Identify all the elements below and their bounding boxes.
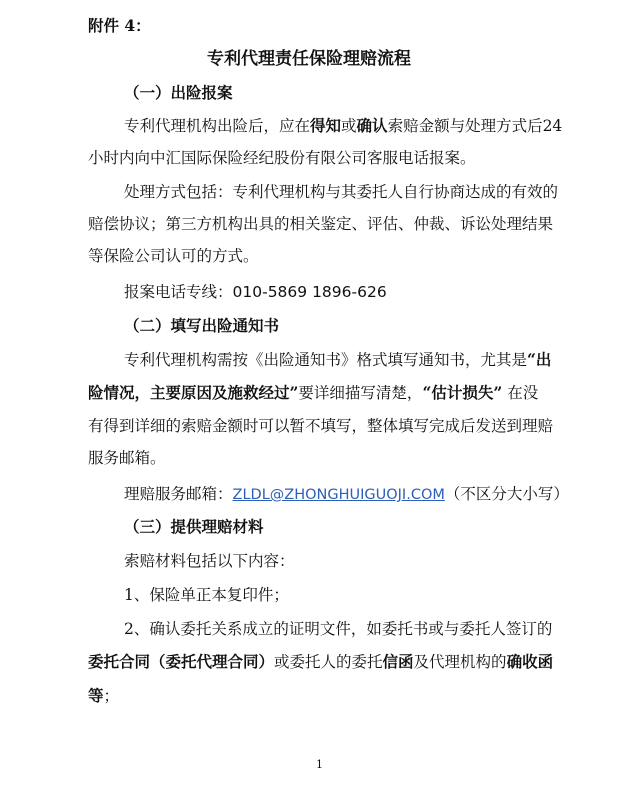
section-3-intro: 索赔材料包括以下内容： bbox=[124, 552, 295, 570]
phone-line bbox=[124, 280, 387, 304]
section-3-item-2-line-1: 2、确认委托关系成立的证明文件，如委托书或与委托人签订的 bbox=[124, 620, 553, 638]
section-3-item-2-line-3: 等； bbox=[88, 686, 120, 705]
page-number: 1 bbox=[316, 758, 323, 771]
phone-label: 报案电话专线： bbox=[124, 283, 233, 301]
section-1-heading: （一）出险报案 bbox=[124, 83, 233, 102]
section-2-para-1-line-2: 险情况，主要原因及施救经过”要详细描写清楚，“估计损失” 在没 bbox=[88, 383, 539, 402]
section-1-para-2-line-2: 赔偿协议；第三方机构出具的相关鉴定、评估、仲裁、诉讼处理结果 bbox=[88, 215, 554, 233]
section-2-para-1-line-4: 服务邮箱。 bbox=[88, 449, 166, 467]
email-note: （不区分大小写） bbox=[444, 485, 569, 503]
phone-number: 010-5869 1896-626 bbox=[232, 283, 387, 301]
section-3-item-1: 1、保险单正本复印件； bbox=[124, 586, 289, 604]
section-3-item-2-line-2: 委托合同（委托代理合同）或委托人的委托信函及代理机构的确收函 bbox=[88, 652, 554, 671]
section-1-para-2-line-1: 处理方式包括：专利代理机构与其委托人自行协商达成的有效的 bbox=[124, 183, 559, 201]
section-1-para-1-line-2: 小时内向中汇国际保险经纪股份有限公司客服电话报案。 bbox=[88, 149, 476, 167]
section-1-para-1-line-1: 专利代理机构出险后，应在得知或确认索赔金额与处理方式后24 bbox=[124, 116, 563, 135]
section-2-heading: （二）填写出险通知书 bbox=[124, 316, 280, 335]
email-line bbox=[124, 482, 569, 507]
page-title: 专利代理责任保险理赔流程 bbox=[207, 49, 411, 69]
section-1-para-2-line-3: 等保险公司认可的方式。 bbox=[88, 247, 259, 265]
section-2-para-1-line-1: 专利代理机构需按《出险通知书》格式填写通知书，尤其是“出 bbox=[124, 350, 552, 369]
section-2-para-1-line-3: 有得到详细的索赔金额时可以暂不填写，整体填写完成后发送到理赔 bbox=[88, 417, 554, 435]
email-label: 理赔服务邮箱： bbox=[124, 485, 233, 503]
email-link[interactable]: ZLDL@ZHONGHUIGUOJI.COM bbox=[232, 487, 445, 503]
attachment-label: 附件 4： bbox=[88, 16, 151, 35]
section-3-heading: （三）提供理赔材料 bbox=[124, 517, 264, 536]
